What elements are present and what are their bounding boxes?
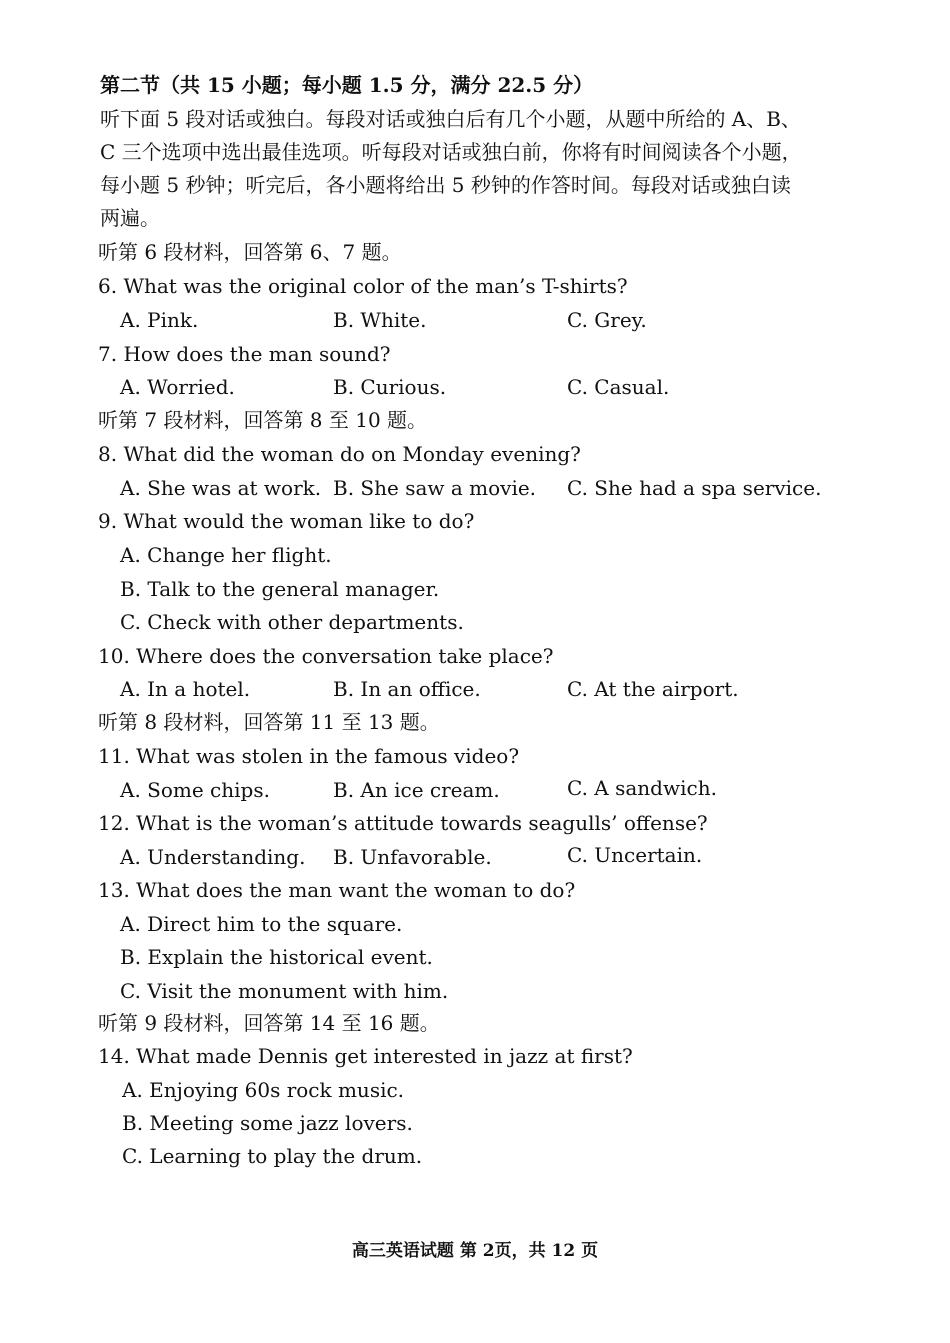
question-14-option-a: A. Enjoying 60s rock music. <box>122 1078 405 1102</box>
question-9-option-b: B. Talk to the general manager. <box>120 577 440 601</box>
question-6-stem: 6. What was the original color of the man’s T-shirts? <box>98 274 628 298</box>
question-7-option-b: B. Curious. <box>333 375 447 399</box>
question-12-option-a: A. Understanding. <box>120 845 306 869</box>
question-11-option-b: B. An ice cream. <box>333 778 500 802</box>
question-10-option-c: C. At the airport. <box>567 677 739 701</box>
instruction-line-2: C 三个选项中选出最佳选项。听每段对话或独白前，你将有时间阅读各个小题， <box>100 140 802 164</box>
question-8-option-c: C. She had a spa service. <box>567 476 822 500</box>
question-14-option-c: C. Learning to play the drum. <box>122 1144 423 1168</box>
question-13-option-b: B. Explain the historical event. <box>120 945 433 969</box>
question-6-option-b: B. White. <box>333 308 427 332</box>
question-8-option-b: B. She saw a movie. <box>333 476 537 500</box>
question-9-option-c: C. Check with other departments. <box>120 610 464 634</box>
question-13-option-c: C. Visit the monument with him. <box>120 979 449 1003</box>
question-8-stem: 8. What did the woman do on Monday evening? <box>98 442 581 466</box>
question-11-option-c: C. A sandwich. <box>567 776 717 800</box>
question-9-stem: 9. What would the woman like to do? <box>98 509 475 533</box>
page-footer: 高三英语试题 第 2页，共 12 页 <box>351 1241 599 1261</box>
passage-9-heading: 听第 9 段材料，回答第 14 至 16 题。 <box>98 1011 440 1035</box>
question-10-stem: 10. Where does the conversation take place? <box>98 644 554 668</box>
passage-6-heading: 听第 6 段材料，回答第 6、7 题。 <box>98 240 402 264</box>
question-12-stem: 12. What is the woman’s attitude towards seagulls’ offense? <box>98 811 708 835</box>
question-14-stem: 14. What made Dennis get interested in jazz at first? <box>98 1044 633 1068</box>
question-11-option-a: A. Some chips. <box>120 778 270 802</box>
question-10-option-b: B. In an office. <box>333 677 481 701</box>
question-6-option-a: A. Pink. <box>120 308 199 332</box>
question-13-stem: 13. What does the man want the woman to do? <box>98 878 576 902</box>
question-12-option-b: B. Unfavorable. <box>333 845 492 869</box>
question-12-option-c: C. Uncertain. <box>567 843 703 867</box>
passage-8-heading: 听第 8 段材料，回答第 11 至 13 题。 <box>98 710 440 734</box>
question-9-option-a: A. Change her flight. <box>120 543 332 567</box>
section-title: 第二节（共 15 小题；每小题 1.5 分，满分 22.5 分） <box>100 73 594 97</box>
question-13-option-a: A. Direct him to the square. <box>120 912 403 936</box>
question-10-option-a: A. In a hotel. <box>120 677 251 701</box>
question-6-option-c: C. Grey. <box>567 308 647 332</box>
question-7-option-c: C. Casual. <box>567 375 670 399</box>
instruction-line-1: 听下面 5 段对话或独白。每段对话或独白后有几个小题，从题中所给的 A、B、 <box>100 107 801 131</box>
instruction-line-3: 每小题 5 秒钟；听完后，各小题将给出 5 秒钟的作答时间。每段对话或独白读 <box>100 173 791 197</box>
passage-7-heading: 听第 7 段材料，回答第 8 至 10 题。 <box>98 408 428 432</box>
question-7-stem: 7. How does the man sound? <box>98 342 391 366</box>
question-11-stem: 11. What was stolen in the famous video? <box>98 744 520 768</box>
question-8-option-a: A. She was at work. <box>120 476 322 500</box>
instruction-line-4: 两遍。 <box>100 206 160 230</box>
question-14-option-b: B. Meeting some jazz lovers. <box>122 1111 413 1135</box>
question-7-option-a: A. Worried. <box>120 375 235 399</box>
